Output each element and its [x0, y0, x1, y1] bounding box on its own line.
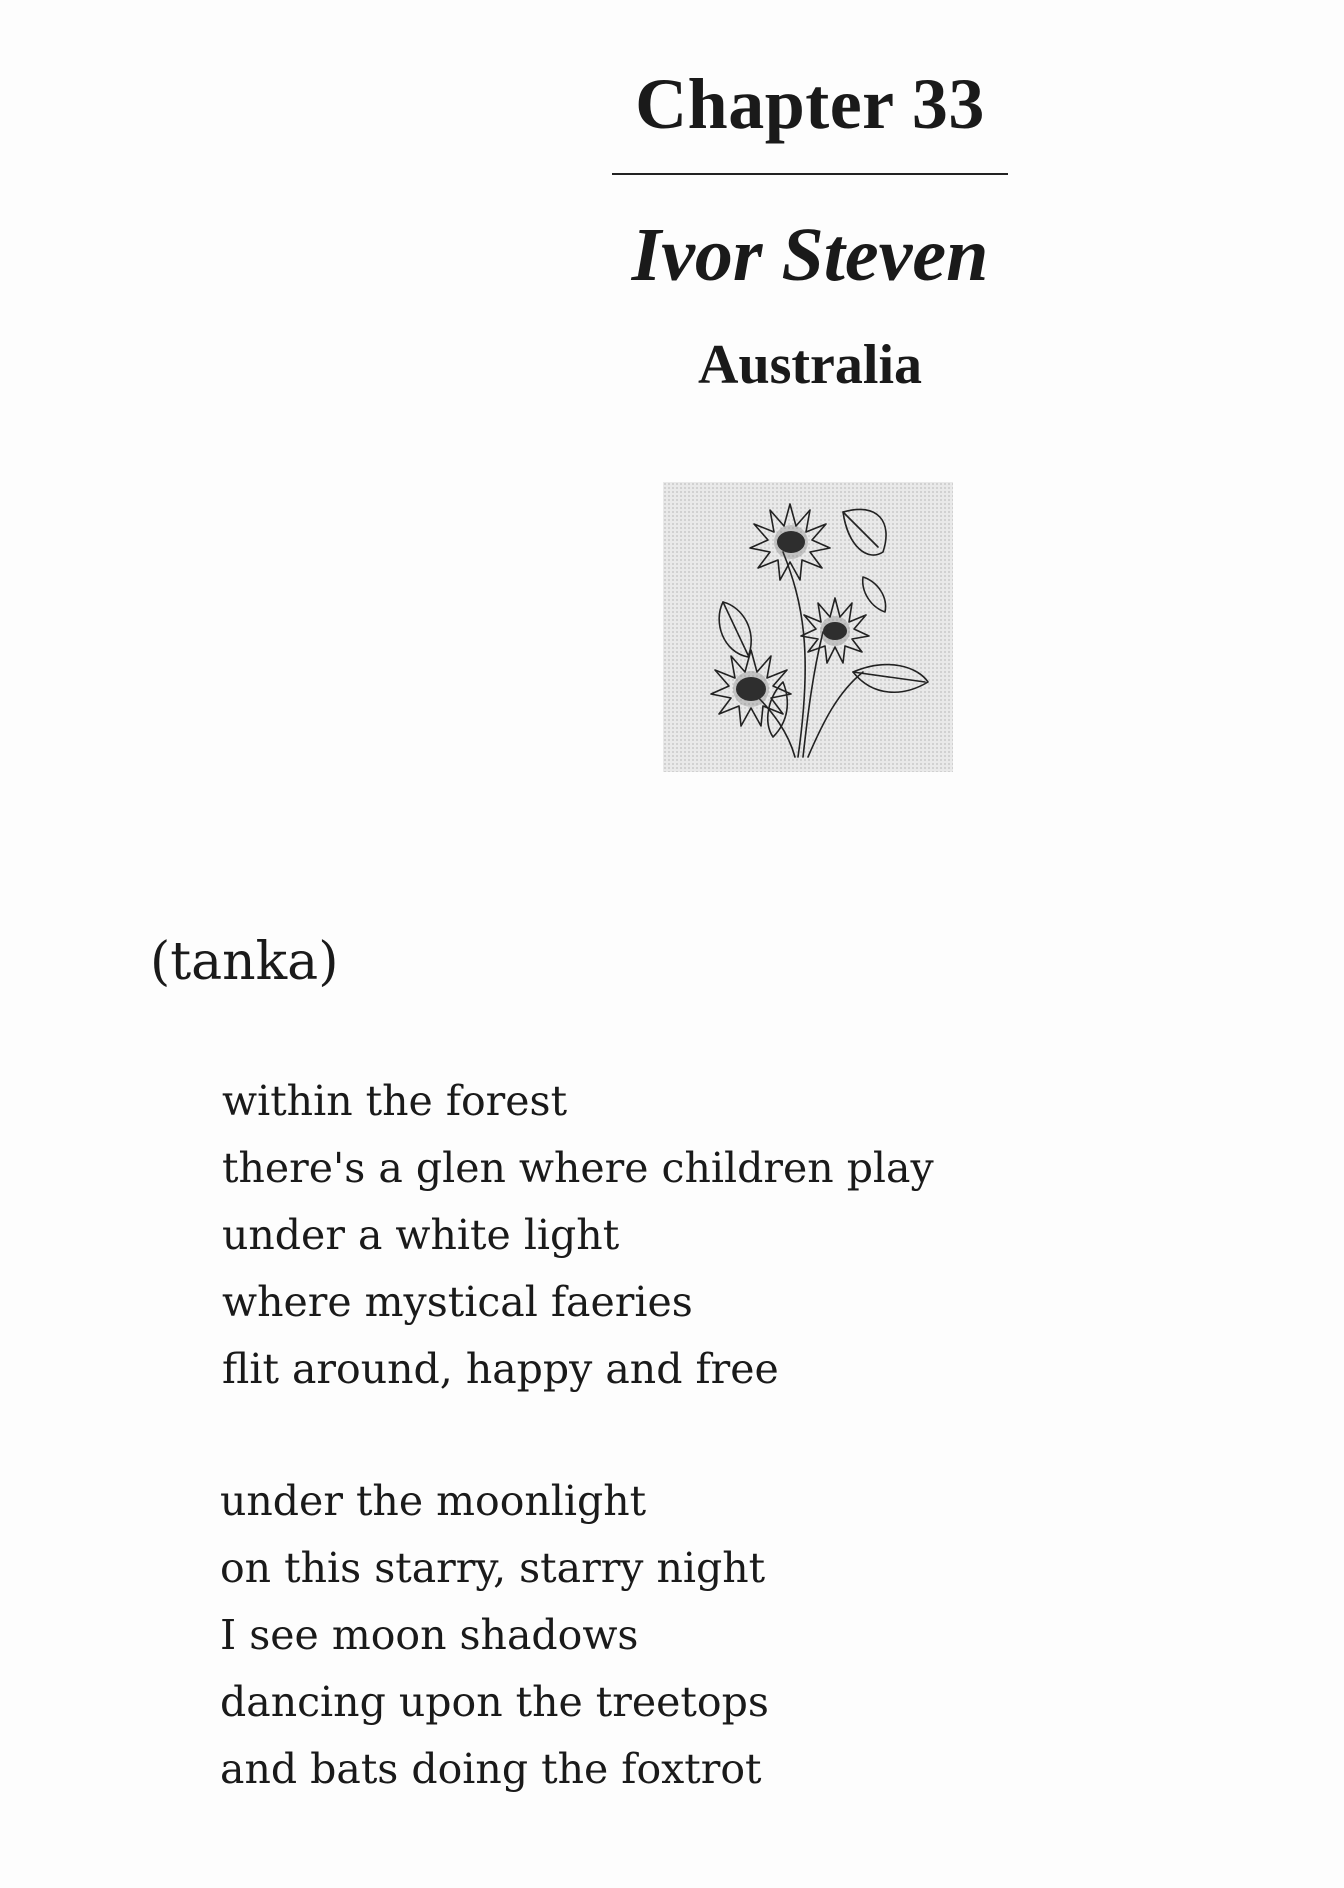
chapter-header: [612, 60, 1008, 148]
poem-line: and bats doing the foxtrot: [220, 1745, 762, 1793]
poem-line: under a white light: [222, 1211, 620, 1259]
poem-line: under the moonlight: [220, 1477, 647, 1525]
title-divider: [612, 173, 1008, 175]
poem-line: within the forest: [222, 1077, 568, 1125]
author-name: Ivor Steven: [631, 213, 989, 297]
poem-line: dancing upon the treetops: [220, 1678, 769, 1726]
poem-line: I see moon shadows: [220, 1611, 639, 1659]
sunflowers-icon: [663, 482, 953, 772]
sunflowers-illustration: [663, 482, 953, 772]
poem-form-label: (tanka): [150, 932, 339, 992]
poem-line: where mystical faeries: [222, 1278, 693, 1326]
poem-line: there's a glen where children play: [222, 1144, 934, 1192]
poem-line: on this starry, starry night: [220, 1544, 766, 1592]
poem-stanza: [222, 1068, 934, 1403]
chapter-title: Chapter 33: [635, 64, 985, 144]
poem-line: flit around, happy and free: [222, 1345, 779, 1393]
author-country: Australia: [698, 334, 922, 396]
poem-stanza: [220, 1468, 769, 1803]
